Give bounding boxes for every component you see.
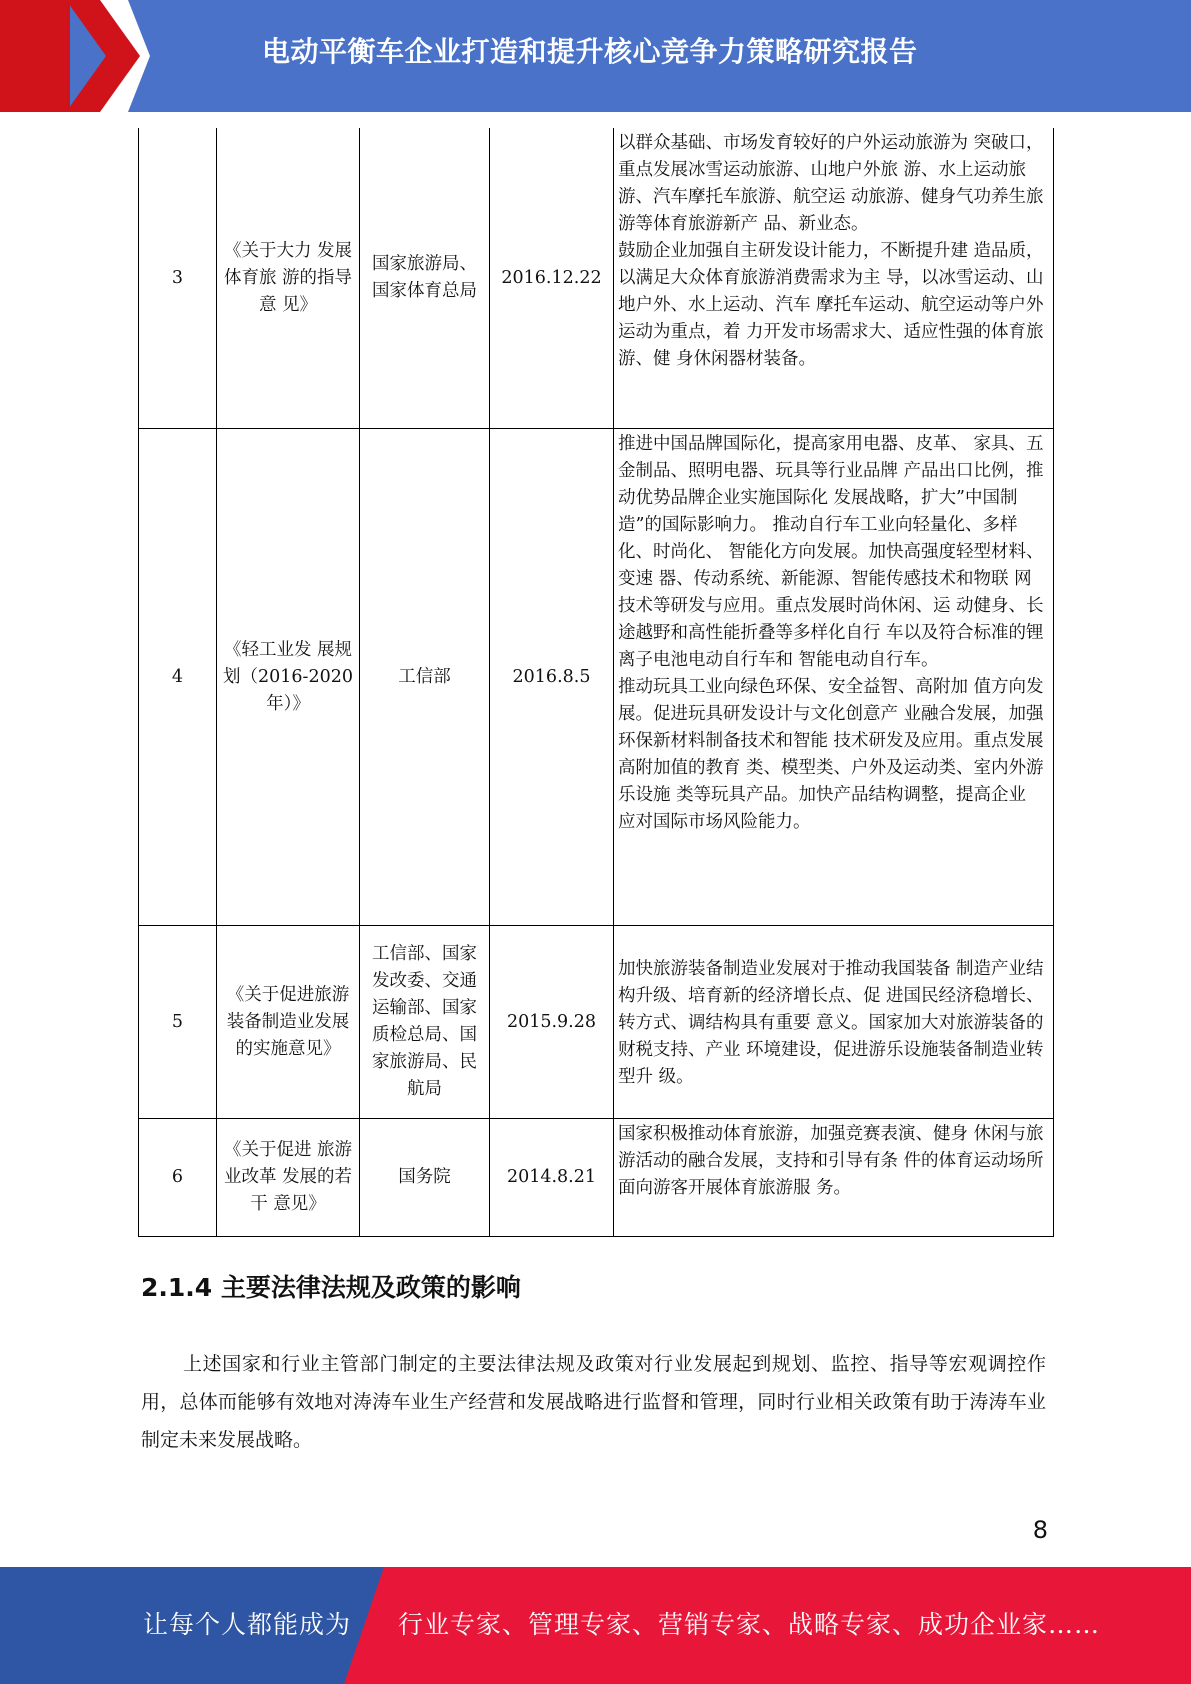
content-paragraph: 国家积极推动体育旅游，加强竞赛表演、健身 休闲与旅游活动的融合发展，支持和引导有条 件的体育运动场所面向游客开展体育旅游服 务。 <box>618 1124 1044 1198</box>
policy-name: 《关于大力 发展体育旅 游的指导意 见》 <box>217 128 360 429</box>
policy-content <box>614 429 1054 926</box>
issuing-department: 国务院 <box>360 1119 490 1237</box>
table-row <box>139 429 1054 926</box>
row-number: 3 <box>139 128 217 429</box>
row-number: 5 <box>139 926 217 1119</box>
policy-content <box>614 1119 1054 1237</box>
content-paragraph: 推动玩具工业向绿色环保、安全益智、高附加 值方向发展。促进玩具研发设计与文化创意产 业融合发展，加强环保新材料制备技术和智能 技术研发及应用。重点发展高附加值的教育 类、模型类、户外及运动类、室内外游乐设施 类等玩具产品。加快产品结构调整，提高企业 应对国际市场风险能力。 <box>618 677 1044 832</box>
issue-date: 2015.9.28 <box>490 926 614 1119</box>
table-row <box>139 128 1054 429</box>
table-row <box>139 1119 1054 1237</box>
header-chevron-decoration <box>0 0 160 112</box>
footer-slogan-right: 行业专家、管理专家、营销专家、战略专家、成功企业家…… <box>398 1610 1101 1639</box>
section-body: 上述国家和行业主管部门制定的主要法律法规及政策对行业发展起到规划、监控、指导等宏观调控作用，总体而能够有效地对涛涛车业生产经营和发展战略进行监督和管理，同时行业相关政策有助于涛涛车业制定未来发展战略。 <box>141 1353 1046 1451</box>
section-heading: 2.1.4 主要法律法规及政策的影响 <box>141 1273 521 1302</box>
issue-date: 2016.12.22 <box>490 128 614 429</box>
page-header <box>0 0 1191 112</box>
policy-name: 《关于促进 旅游业改革 发展的若干 意见》 <box>217 1119 360 1237</box>
content-paragraph: 以群众基础、市场发育较好的户外运动旅游为 突破口，重点发展冰雪运动旅游、山地户外旅 游、水上运动旅游、汽车摩托车旅游、航空运 动旅游、健身气功养生旅游等体育旅游新产 品、新业态。 <box>618 133 1044 234</box>
issuing-department: 工信部、国家发改委、交通运输部、国家质检总局、国家旅游局、民航局 <box>360 926 490 1119</box>
content-paragraph: 鼓励企业加强自主研发设计能力，不断提升建 造品质，以满足大众体育旅游消费需求为主 导，以冰雪运动、山地户外、水上运动、汽车 摩托车运动、航空运动等户外运动为重点，着 力开发市场需求大、适应性强的体育旅游、健 身休闲器材装备。 <box>618 241 1044 369</box>
issue-date: 2016.8.5 <box>490 429 614 926</box>
page-number: 8 <box>1032 1516 1048 1544</box>
report-title: 电动平衡车企业打造和提升核心竞争力策略研究报告 <box>262 35 918 68</box>
content-paragraph: 加快旅游装备制造业发展对于推动我国装备 制造产业结构升级、培育新的经济增长点、促 进国民经济稳增长、转方式、调结构具有重要 意义。国家加大对旅游装备的财税支持、产业 环境建设，促进游乐设施装备制造业转型升 级。 <box>618 958 1044 1087</box>
content-paragraph: 推进中国品牌国际化，提高家用电器、皮革、 家具、五金制品、照明电器、玩具等行业品牌 产品出口比例，推动优势品牌企业实施国际化 发展战略，扩大”中国制造”的国际影响力。 推动自行车工业向轻量化、多样化、时尚化、 智能化方向发展。加快高强度轻型材料、变速 器、传动系统、新能源、智能传感技术和物联 网技术等研发与应用。重点发展时尚休闲、运 动健身、长途越野和高性能折叠等多样化自行 车以及符合标准的锂离子电池电动自行车和 智能电动自行车。 <box>618 434 1044 670</box>
issuing-department: 国家旅游局、国家体育总局 <box>360 128 490 429</box>
row-number: 6 <box>139 1119 217 1237</box>
policy-content <box>614 128 1054 429</box>
issue-date: 2014.8.21 <box>490 1119 614 1237</box>
policy-name: 《轻工业发 展规划（2016-2020年）》 <box>217 429 360 926</box>
policy-name: 《关于促进旅游装备制造业发展的实施意见》 <box>217 926 360 1119</box>
page-footer <box>0 1567 1191 1684</box>
footer-slogan-left: 让每个人都能成为 <box>143 1610 352 1639</box>
policy-content <box>614 926 1054 1119</box>
table-row <box>139 926 1054 1119</box>
policy-table <box>138 128 1054 1237</box>
row-number: 4 <box>139 429 217 926</box>
issuing-department: 工信部 <box>360 429 490 926</box>
